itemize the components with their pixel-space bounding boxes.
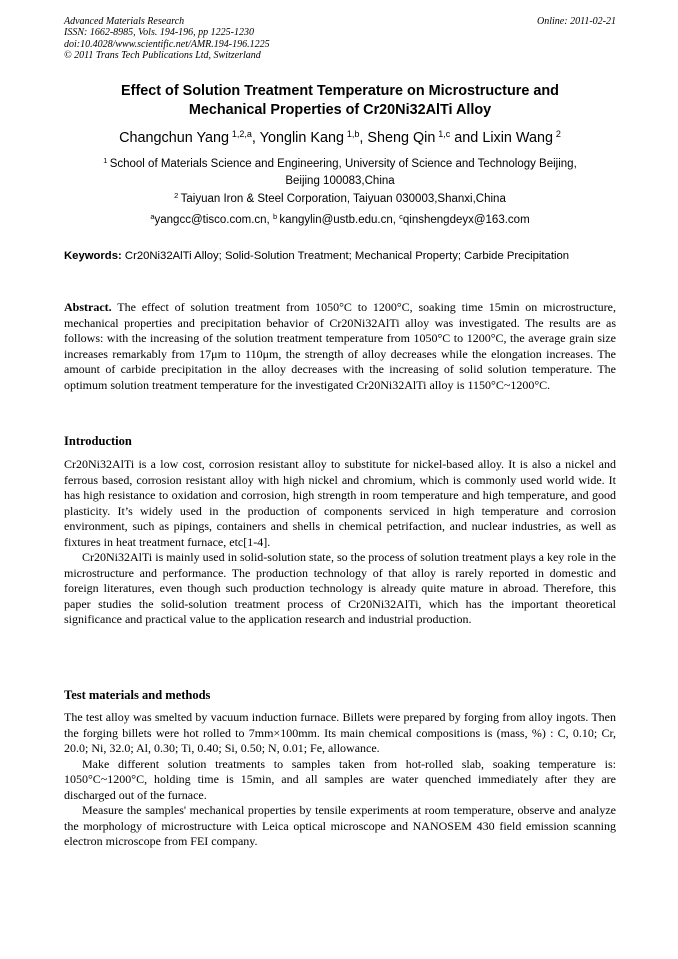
title-line-1: Effect of Solution Treatment Temperature on Microstructure and [121, 83, 559, 99]
journal-header [64, 16, 616, 62]
email-mark: a [150, 212, 155, 221]
affiliation-text: Beijing 100083,China [285, 174, 395, 187]
affiliation-1 [64, 156, 616, 189]
abstract-label: Abstract. [64, 300, 112, 314]
paragraph: Cr20Ni32AlTi is a low cost, corrosion resistant alloy to substitute for nickel-based alloy. It is also a nickel and ferrous based, corrosion resistant alloy with high nickel and chromium, which is commonly used world wide. It has high resistance to oxidation and corrosion, high strength in room temperature and high temperature, and good plasticity. It’s widely used in the production of components serviced in high temperature and corrosion environment, such as pipings, containers and shells in chemical petrifaction, and nuclear industries, as well as fixtures in heat treatment furnace, etc[1-4]. [64, 457, 616, 549]
email-mark: c [399, 212, 403, 221]
email-address[interactable]: yangcc@tisco.com.cn [154, 214, 267, 226]
affiliation-mark: 2 [174, 191, 179, 200]
paragraph: Measure the samples' mechanical properties by tensile experiments at room temperature, observe and analyze the morphology of microstructure with Leica optical microscope and NANOSEM 430 field emission scanning electron microscope from FEI company. [64, 803, 616, 848]
author-name: Sheng Qin [367, 130, 436, 146]
section-heading-test-methods: Test materials and methods [64, 688, 211, 702]
email-mark: b [272, 212, 278, 221]
journal-copyright: © 2011 Trans Tech Publications Ltd, Switzerland [64, 50, 261, 62]
affiliation-text: School of Materials Science and Engineering, University of Science and Technology Beijing, [109, 158, 577, 170]
paragraph: The test alloy was smelted by vacuum induction furnace. Billets were prepared by forging from alloy ingots. Then the forging billets were hot rolled to 7mm×100mm. Its main chemical compositions is (mass, %) : C, 0.10; Cr, 20.0; Ni, 32.0; Al, 0.30; Ti, 0.40; Si, 0.50; N, 0.01; Fe, allowance. [64, 710, 616, 755]
section-heading-introduction: Introduction [64, 434, 132, 448]
paper-title [64, 82, 616, 119]
affiliation-text: Taiyuan Iron & Steel Corporation, Taiyuan 030003,Shanxi,China [180, 193, 506, 205]
author-name: Lixin Wang [482, 130, 553, 146]
author-separator: , [359, 130, 368, 146]
author-affiliation-mark: 2 [555, 129, 561, 139]
email-address[interactable]: kangylin@ustb.edu.cn [279, 214, 393, 226]
journal-issn: ISSN: 1662-8985, Vols. 194-196, pp 1225-1230 [64, 27, 254, 39]
keywords-label: Keywords: [64, 250, 122, 262]
paragraph: Cr20Ni32AlTi is mainly used in solid-solution state, so the process of solution treatment plays a key role in the microstructure and performance. The production technology of that alloy is rarely reported in domestic and foreign literatures, even though such production technology is already quite mature in abroad. Therefore, this paper studies the solid-solution treatment process of Cr20Ni32AlTi, which has the important theoretical significance and practical value to the application research and industrial production. [64, 550, 616, 626]
keywords [64, 249, 616, 263]
email-address[interactable]: qinshengdeyx@163.com [402, 214, 530, 226]
journal-name: Advanced Materials Research [64, 16, 185, 27]
author-emails: $^a$yangcc@tisco.com.cn, $^b$ kangylin@ustb.edu.cn, $^c$qinshengdeyx@163.com [150, 212, 530, 226]
title-line-2: Mechanical Properties of Cr20Ni32AlTi Alloy [188, 101, 492, 118]
author-name: Changchun Yang [119, 130, 229, 146]
online-date: Online: 2011-02-21 [537, 16, 616, 27]
test-methods-body [64, 710, 616, 850]
introduction-body [64, 457, 616, 628]
author-conjunction: and [450, 130, 483, 146]
author-list [64, 129, 616, 147]
abstract-paragraph [64, 300, 616, 393]
abstract [64, 300, 616, 393]
journal-doi: doi:10.4028/www.scientific.net/AMR.194-196.1225 [64, 38, 270, 50]
author-separator: , [251, 130, 260, 146]
keywords-text: Cr20Ni32AlTi Alloy; Solid-Solution Treatment; Mechanical Property; Carbide Precipitation [121, 250, 570, 262]
author-affiliation-mark: 1,2,a [231, 129, 252, 139]
abstract-text: The effect of solution treatment from 1050°C to 1200°C, soaking time 15min on microstructure, mechanical properties and precipitation behavior of Cr20Ni32AlTi alloy was investigated. The results are as follows: with the increasing of the solution treatment temperature from 1050°C to 1200°C, the average grain size increases remarkably from 17μm to 110μm, the strength of alloy decreases while the elongation increases. The amount of carbide precipitation in the alloy decreases with the increasing of solid solution temperature. The optimum solution treatment temperature for the investigated Cr20Ni32AlTi alloy is 1150°C~1200°C. [64, 300, 616, 392]
author-affiliation-mark: 1,c [438, 129, 451, 139]
paragraph: Make different solution treatments to samples taken from hot-rolled slab, soaking temperature is: 1050°C~1200°C, holding time is 15min, and all samples are water quenched immediately after they are discharged out of the furnace. [64, 756, 616, 802]
affiliation-2 [64, 191, 616, 208]
author-name: Yonglin Kang [259, 130, 344, 146]
affiliation-mark: 1 [103, 156, 108, 165]
author-affiliation-mark: 1,b [346, 129, 360, 139]
